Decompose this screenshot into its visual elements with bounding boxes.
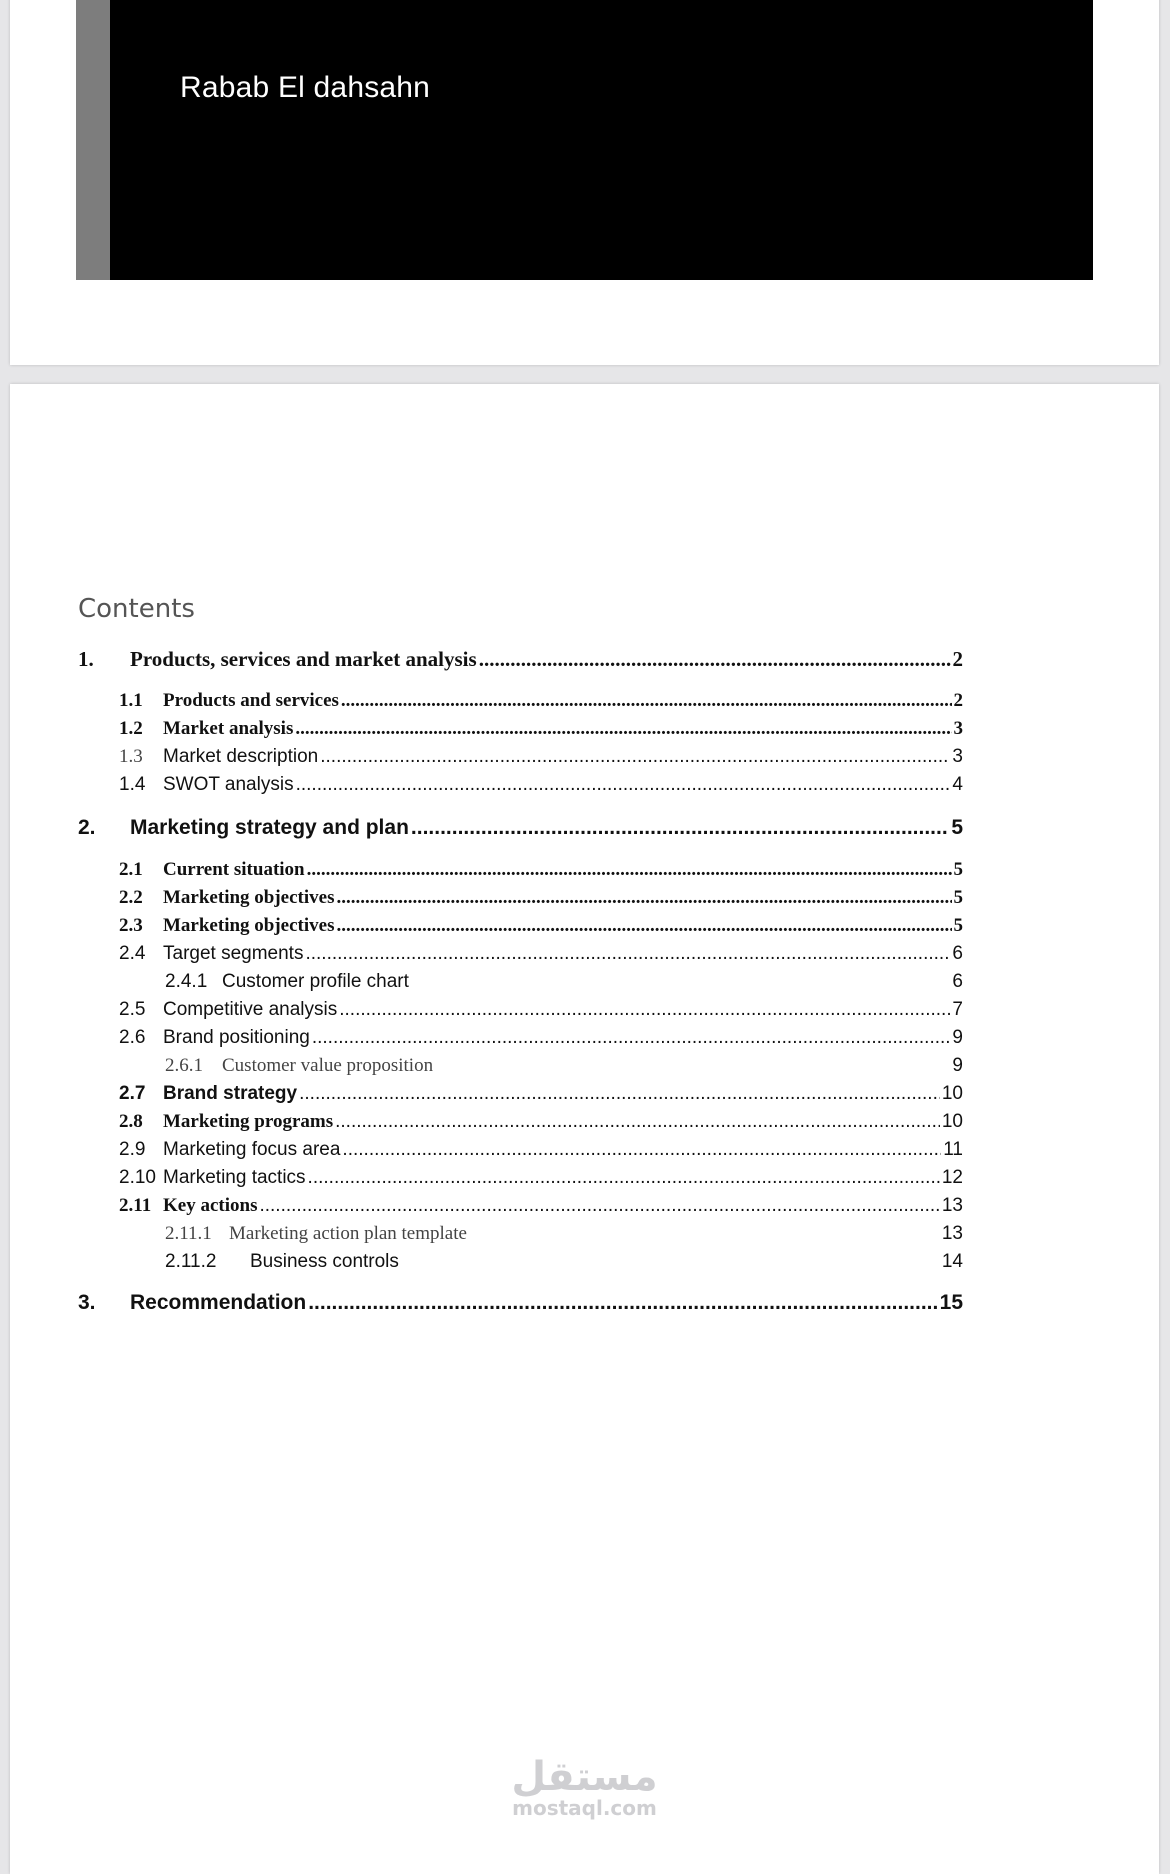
toc-entry-page: 2 (952, 647, 963, 671)
toc-entry-2-6[interactable] (119, 1027, 963, 1049)
toc-entry-title: Products, services and market analysis (130, 647, 477, 671)
cover-author-name: Rabab El dahsahn (180, 71, 431, 104)
toc-dot-leader (479, 647, 951, 672)
toc-dot-leader (308, 1167, 940, 1189)
toc-entry-page: 13 (941, 1195, 963, 1216)
toc-entry-title: Marketing focus area (163, 1139, 341, 1160)
toc-entry-page: 10 (941, 1111, 963, 1132)
toc-dot-leader (320, 746, 950, 768)
toc-entry-page: 2 (953, 690, 963, 711)
toc-entry-2-11-1[interactable]: 2.11.1 Marketing action plan template 13 (165, 1223, 963, 1244)
toc-entry-number: 2.4.1 (165, 971, 208, 992)
toc-entry-number: 1.3 (119, 746, 143, 767)
toc-entry-number: 2.3 (119, 915, 143, 936)
toc-entry-title: Key actions (163, 1195, 258, 1216)
toc-dot-leader (342, 1139, 941, 1161)
toc-entry-title: Marketing programs (163, 1111, 334, 1132)
toc-entry-2-6-1[interactable] (165, 1055, 963, 1077)
toc-dot-leader (305, 943, 950, 965)
toc-entry-number: 2.1 (119, 859, 143, 880)
toc-entry-number: 1.2 (119, 718, 143, 739)
toc-entry-title: SWOT analysis (163, 774, 294, 795)
toc-entry-title: Business controls (250, 1251, 399, 1272)
toc-entry-2-4-1[interactable] (165, 971, 963, 993)
toc-entry-number: 1. (78, 647, 94, 671)
toc-dot-leader (339, 999, 950, 1021)
toc-entry-2-1[interactable] (119, 859, 963, 881)
toc-entry-number: 2.9 (119, 1139, 146, 1160)
toc-entry-title: Products and services (163, 690, 339, 711)
toc-entry-page: 5 (951, 816, 963, 839)
toc-entry-number: 2.6 (119, 1027, 146, 1048)
contents-page (10, 384, 1159, 1874)
watermark-site-name: mostaql.com (512, 1796, 657, 1820)
cover-page (10, 0, 1159, 365)
toc-entry-number: 2. (78, 816, 96, 839)
toc-entry-page: 12 (941, 1167, 963, 1188)
toc-entry-2-2[interactable] (119, 887, 963, 909)
toc-entry-title: Marketing objectives (163, 887, 335, 908)
toc-entry-page: 5 (953, 887, 963, 908)
toc-entry-page: 4 (952, 774, 963, 795)
toc-entry-2-3[interactable] (119, 915, 963, 937)
toc-entry-title: Brand strategy (163, 1083, 298, 1104)
toc-entry-page: 9 (952, 1027, 963, 1048)
toc-entry-page: 3 (952, 746, 963, 767)
toc-entry-number: 2.5 (119, 999, 146, 1020)
toc-dot-leader (312, 1027, 951, 1049)
toc-dot-leader (341, 690, 952, 712)
toc-entry-number: 1.1 (119, 690, 143, 711)
toc-entry-title: Market description (163, 746, 319, 767)
toc-entry-2-5[interactable] (119, 999, 963, 1021)
toc-entry-2-11-2[interactable] (165, 1251, 963, 1273)
toc-entry-page: 15 (939, 1291, 963, 1314)
toc-entry-title: Customer value proposition (222, 1055, 434, 1076)
toc-heading: Contents (78, 594, 195, 624)
toc-dot-leader (336, 887, 951, 909)
toc-entry-page: 11 (943, 1139, 963, 1160)
toc-entry-page: 3 (953, 718, 963, 739)
toc-entry-2[interactable] (78, 816, 963, 840)
toc-entry-title: Target segments (163, 943, 304, 964)
cover-accent-stripe (76, 0, 110, 280)
toc-entry-title: Marketing action plan template (229, 1223, 467, 1244)
toc-entry-number: 2.8 (119, 1111, 143, 1132)
toc-entry-page: 5 (953, 915, 963, 936)
toc-entry-title: Current situation (163, 859, 305, 880)
toc-entry-title: Market analysis (163, 718, 294, 739)
toc-entry-2-10[interactable] (119, 1167, 963, 1189)
toc-entry-title: Customer profile chart (222, 971, 409, 992)
toc-entry-title: Marketing tactics (163, 1167, 306, 1188)
toc-dot-leader (295, 718, 951, 740)
toc-entry-title: Brand positioning (163, 1027, 310, 1048)
toc-entry-number: 2.11.2 (165, 1251, 217, 1272)
toc-dot-leader (411, 816, 949, 840)
toc-entry-number: 2.7 (119, 1083, 146, 1104)
toc-entry-page: 7 (952, 999, 963, 1020)
toc-entry-2-9[interactable] (119, 1139, 963, 1161)
toc-entry-page: 5 (953, 859, 963, 880)
toc-entry-page: 9 (952, 1055, 963, 1076)
toc-entry-number: 1.4 (119, 774, 146, 795)
toc-entry-1-2[interactable] (119, 718, 963, 740)
toc-entry-page: 13 (941, 1223, 963, 1244)
toc-entry-number: 2.11 (119, 1195, 152, 1216)
toc-entry-page: 6 (952, 971, 963, 992)
toc-dot-leader (259, 1195, 939, 1217)
toc-entry-1-3[interactable] (119, 746, 963, 768)
toc-dot-leader (299, 1083, 940, 1105)
toc-entry-3[interactable] (78, 1291, 963, 1315)
toc-dot-leader (336, 915, 951, 937)
toc-entry-number: 3. (78, 1291, 96, 1314)
toc-entry-1-4[interactable] (119, 774, 963, 796)
toc-entry-2-4[interactable] (119, 943, 963, 965)
toc-entry-2-8[interactable] (119, 1111, 963, 1133)
toc-entry-1[interactable] (78, 647, 963, 672)
toc-entry-number: 2.10 (119, 1167, 156, 1188)
toc-entry-number: 2.6.1 (165, 1055, 203, 1076)
toc-entry-number: 2.4 (119, 943, 146, 964)
toc-dot-leader (308, 1291, 937, 1315)
toc-entry-title: Competitive analysis (163, 999, 338, 1020)
toc-entry-title: Marketing objectives (163, 915, 335, 936)
toc-dot-leader (335, 1111, 940, 1133)
toc-entry-page: 14 (941, 1251, 963, 1272)
toc-entry-title: Marketing strategy and plan (130, 816, 409, 839)
toc-entry-2-11[interactable] (119, 1195, 963, 1217)
watermark-arabic-logo: مستقل (511, 1754, 658, 1800)
toc-entry-page: 10 (941, 1083, 963, 1104)
toc-dot-leader (307, 859, 952, 881)
toc-entry-page: 6 (952, 943, 963, 964)
toc-entry-1-1[interactable] (119, 690, 963, 712)
cover-title-block (76, 0, 1093, 280)
mostaql-watermark (10, 1754, 1159, 1820)
toc-entry-2-7[interactable] (119, 1083, 963, 1105)
toc-dot-leader (296, 774, 951, 796)
toc-entry-number: 2.2 (119, 887, 143, 908)
toc-entry-title: Recommendation (130, 1291, 307, 1314)
